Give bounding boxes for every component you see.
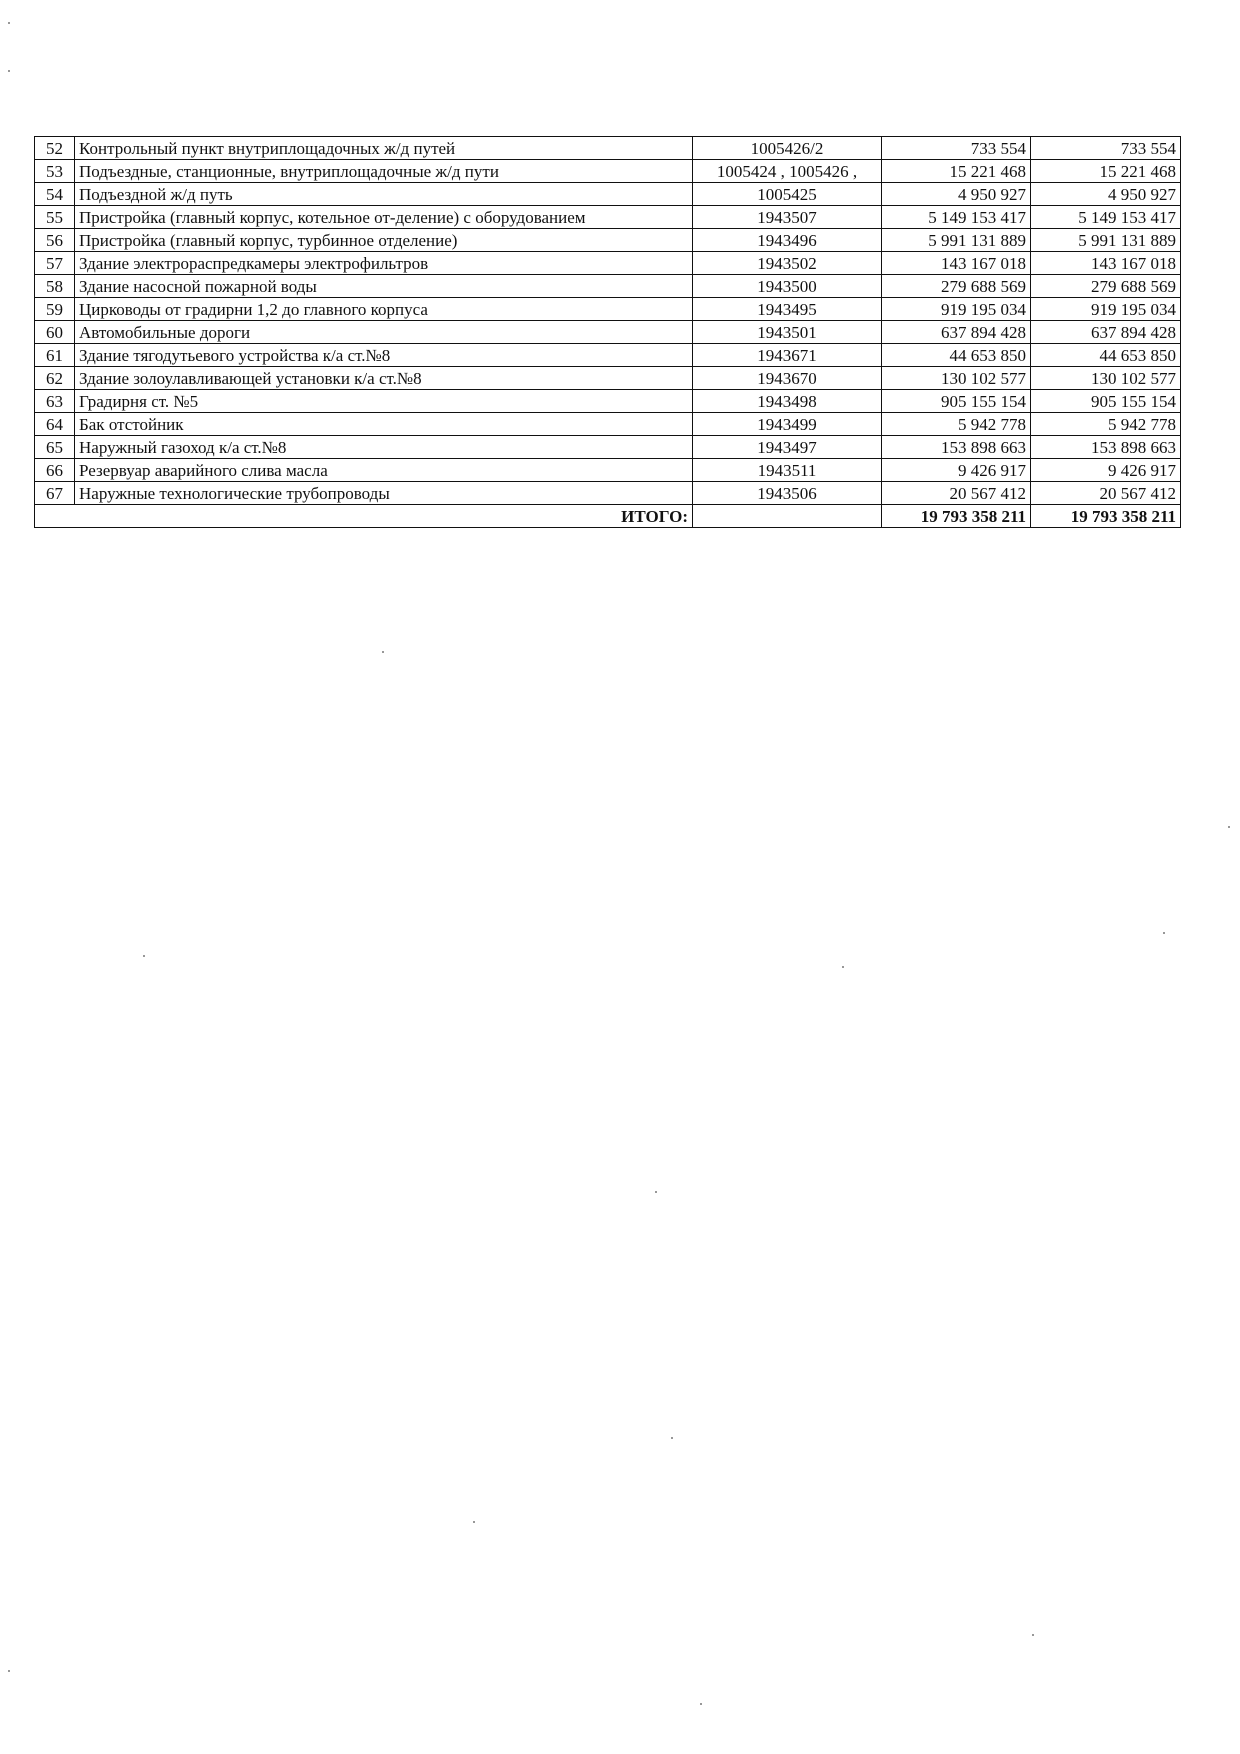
asset-name: Здание золоулавливающей установки к/а ст.№8 xyxy=(75,367,693,390)
asset-name: Наружный газоход к/а ст.№8 xyxy=(75,436,693,459)
inventory-number: 1005425 xyxy=(693,183,882,206)
total-inventory-cell xyxy=(693,505,882,528)
value-1: 4 950 927 xyxy=(882,183,1031,206)
value-1: 637 894 428 xyxy=(882,321,1031,344)
asset-name: Контрольный пункт внутриплощадочных ж/д путей xyxy=(75,137,693,160)
value-2: 905 155 154 xyxy=(1031,390,1181,413)
value-1: 130 102 577 xyxy=(882,367,1031,390)
row-number: 61 xyxy=(35,344,75,367)
asset-name: Здание насосной пожарной воды xyxy=(75,275,693,298)
scan-speck xyxy=(1228,826,1230,828)
value-2: 130 102 577 xyxy=(1031,367,1181,390)
asset-table xyxy=(34,136,1181,528)
table-row xyxy=(35,298,1181,321)
total-value-1: 19 793 358 211 xyxy=(882,505,1031,528)
inventory-number: 1005424 , 1005426 , xyxy=(693,160,882,183)
asset-name: Пристройка (главный корпус, котельное от-деление) с оборудованием xyxy=(75,206,693,229)
value-2: 279 688 569 xyxy=(1031,275,1181,298)
row-number: 52 xyxy=(35,137,75,160)
value-2: 637 894 428 xyxy=(1031,321,1181,344)
scan-speck xyxy=(1163,932,1165,934)
asset-name: Автомобильные дороги xyxy=(75,321,693,344)
total-label: ИТОГО: xyxy=(35,505,693,528)
row-number: 64 xyxy=(35,413,75,436)
row-number: 53 xyxy=(35,160,75,183)
scan-speck xyxy=(655,1191,657,1193)
value-1: 143 167 018 xyxy=(882,252,1031,275)
row-number: 56 xyxy=(35,229,75,252)
inventory-number: 1943500 xyxy=(693,275,882,298)
scan-speck xyxy=(382,651,384,653)
table-row xyxy=(35,160,1181,183)
value-1: 733 554 xyxy=(882,137,1031,160)
total-value-2: 19 793 358 211 xyxy=(1031,505,1181,528)
scan-speck xyxy=(8,22,10,24)
inventory-number: 1005426/2 xyxy=(693,137,882,160)
scan-speck xyxy=(143,955,145,957)
value-1: 153 898 663 xyxy=(882,436,1031,459)
row-number: 59 xyxy=(35,298,75,321)
table-row xyxy=(35,436,1181,459)
asset-name: Подъездной ж/д путь xyxy=(75,183,693,206)
value-2: 15 221 468 xyxy=(1031,160,1181,183)
value-2: 5 991 131 889 xyxy=(1031,229,1181,252)
table-row xyxy=(35,137,1181,160)
table-row xyxy=(35,390,1181,413)
row-number: 55 xyxy=(35,206,75,229)
scan-speck xyxy=(842,966,844,968)
value-1: 44 653 850 xyxy=(882,344,1031,367)
table-row xyxy=(35,206,1181,229)
scan-speck xyxy=(473,1521,475,1523)
row-number: 66 xyxy=(35,459,75,482)
inventory-number: 1943511 xyxy=(693,459,882,482)
inventory-number: 1943499 xyxy=(693,413,882,436)
asset-name: Пристройка (главный корпус, турбинное отделение) xyxy=(75,229,693,252)
asset-name: Цирководы от градирни 1,2 до главного корпуса xyxy=(75,298,693,321)
inventory-number: 1943501 xyxy=(693,321,882,344)
table-row xyxy=(35,459,1181,482)
asset-name: Бак отстойник xyxy=(75,413,693,436)
value-2: 5 149 153 417 xyxy=(1031,206,1181,229)
scan-speck xyxy=(1032,1634,1034,1636)
asset-name: Наружные технологические трубопроводы xyxy=(75,482,693,505)
value-1: 919 195 034 xyxy=(882,298,1031,321)
row-number: 63 xyxy=(35,390,75,413)
row-number: 58 xyxy=(35,275,75,298)
value-1: 905 155 154 xyxy=(882,390,1031,413)
inventory-number: 1943507 xyxy=(693,206,882,229)
value-1: 9 426 917 xyxy=(882,459,1031,482)
value-2: 733 554 xyxy=(1031,137,1181,160)
row-number: 62 xyxy=(35,367,75,390)
row-number: 57 xyxy=(35,252,75,275)
scan-speck xyxy=(8,1670,10,1672)
inventory-number: 1943506 xyxy=(693,482,882,505)
table-row xyxy=(35,367,1181,390)
row-number: 54 xyxy=(35,183,75,206)
value-2: 4 950 927 xyxy=(1031,183,1181,206)
value-1: 5 149 153 417 xyxy=(882,206,1031,229)
value-2: 44 653 850 xyxy=(1031,344,1181,367)
inventory-number: 1943502 xyxy=(693,252,882,275)
value-2: 5 942 778 xyxy=(1031,413,1181,436)
scan-speck xyxy=(671,1437,673,1439)
inventory-number: 1943495 xyxy=(693,298,882,321)
value-2: 153 898 663 xyxy=(1031,436,1181,459)
asset-name: Резервуар аварийного слива масла xyxy=(75,459,693,482)
value-2: 9 426 917 xyxy=(1031,459,1181,482)
value-2: 143 167 018 xyxy=(1031,252,1181,275)
inventory-number: 1943671 xyxy=(693,344,882,367)
row-number: 67 xyxy=(35,482,75,505)
value-1: 20 567 412 xyxy=(882,482,1031,505)
asset-name: Здание электрораспредкамеры электрофильтров xyxy=(75,252,693,275)
table-row xyxy=(35,252,1181,275)
table-row xyxy=(35,482,1181,505)
inventory-number: 1943498 xyxy=(693,390,882,413)
asset-name: Подъездные, станционные, внутриплощадочные ж/д пути xyxy=(75,160,693,183)
row-number: 65 xyxy=(35,436,75,459)
table-row xyxy=(35,183,1181,206)
value-2: 20 567 412 xyxy=(1031,482,1181,505)
asset-name: Градирня ст. №5 xyxy=(75,390,693,413)
inventory-number: 1943497 xyxy=(693,436,882,459)
scan-speck xyxy=(8,70,10,72)
scan-speck xyxy=(700,1703,702,1705)
value-2: 919 195 034 xyxy=(1031,298,1181,321)
row-number: 60 xyxy=(35,321,75,344)
inventory-number: 1943670 xyxy=(693,367,882,390)
total-row xyxy=(35,505,1181,528)
table-row xyxy=(35,344,1181,367)
table-row xyxy=(35,229,1181,252)
table-row xyxy=(35,413,1181,436)
value-1: 5 942 778 xyxy=(882,413,1031,436)
inventory-number: 1943496 xyxy=(693,229,882,252)
asset-name: Здание тягодутьевого устройства к/а ст.№8 xyxy=(75,344,693,367)
value-1: 15 221 468 xyxy=(882,160,1031,183)
value-1: 5 991 131 889 xyxy=(882,229,1031,252)
table-row xyxy=(35,321,1181,344)
table-row xyxy=(35,275,1181,298)
value-1: 279 688 569 xyxy=(882,275,1031,298)
